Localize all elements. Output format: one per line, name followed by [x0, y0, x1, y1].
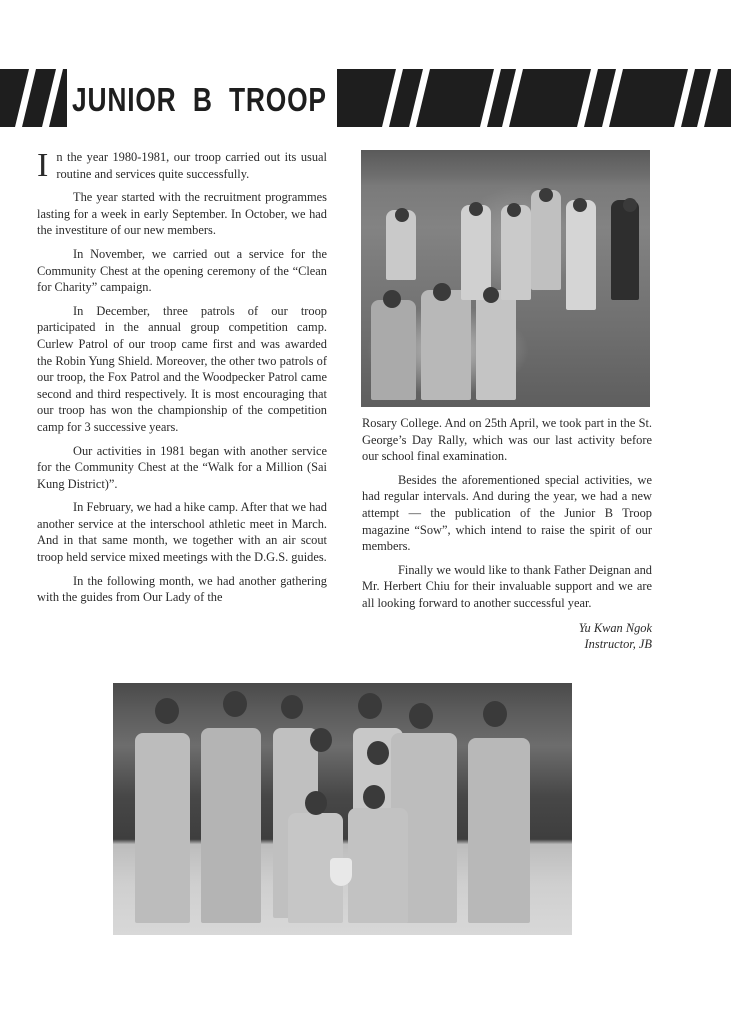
photo-troop-group-portrait [113, 683, 572, 935]
signature-role: Instructor, JB [584, 637, 652, 652]
photo-scouts-gathering [361, 150, 650, 407]
right-text-column [362, 415, 652, 653]
paragraph: In November, we carried out a service for the Community Chest at the opening ceremony of the “Clean for Charity” campaign. [37, 246, 327, 295]
intro-paragraph: In the year 1980-1981, our troop carried out its usual routine and services quite successfully. [37, 147, 327, 184]
left-text-column [37, 149, 327, 613]
paragraph: In the following month, we had another gathering with the guides from Our Lady of the [37, 573, 327, 605]
paragraph: In December, three patrols of our troop participated in the annual group competition camp. Curlew Patrol of our troop came first and was awarded the Robin Yung Shield. Moreover, the other two patrols of our troop, the Fox Patrol and the Woodpecker Patrol came second and third respectively. It is most encouraging that our troop has won the championship of the competition camp for 3 successive years. [37, 303, 327, 434]
page-title: JUNIOR B TROOP [72, 81, 327, 118]
paragraph: Besides the aforementioned special activities, we had regular intervals. And during the year, we had a new attempt — the publication of the Junior B Troop magazine “Sow”, which intend to raise the spirit of our members. [362, 472, 652, 554]
signature-name: Yu Kwan Ngok [578, 620, 652, 635]
paragraph: Rosary College. And on 25th April, we took part in the St. George’s Day Rally, which was our last activity before our school final examination. [362, 416, 652, 464]
paragraph: Finally we would like to thank Father Deignan and Mr. Herbert Chiu for their invaluable support and we are all looking forward to another successful year. [362, 562, 652, 610]
paragraph: In February, we had a hike camp. After that we had another service at the interschool athletic meet in March. And in that same month, we together with an air scout troop held service mixed meetings with the D.G.S. guides. [37, 500, 327, 565]
paragraph: Our activities in 1981 began with another service for the Community Chest at the “Walk for a Million (Sai Kung District)”. [37, 443, 327, 491]
drop-cap: I [37, 147, 49, 184]
signature-block [362, 620, 652, 653]
paragraph: The year started with the recruitment programmes lasting for a week in early September. In October, we had the investiture of our new members. [37, 190, 327, 238]
